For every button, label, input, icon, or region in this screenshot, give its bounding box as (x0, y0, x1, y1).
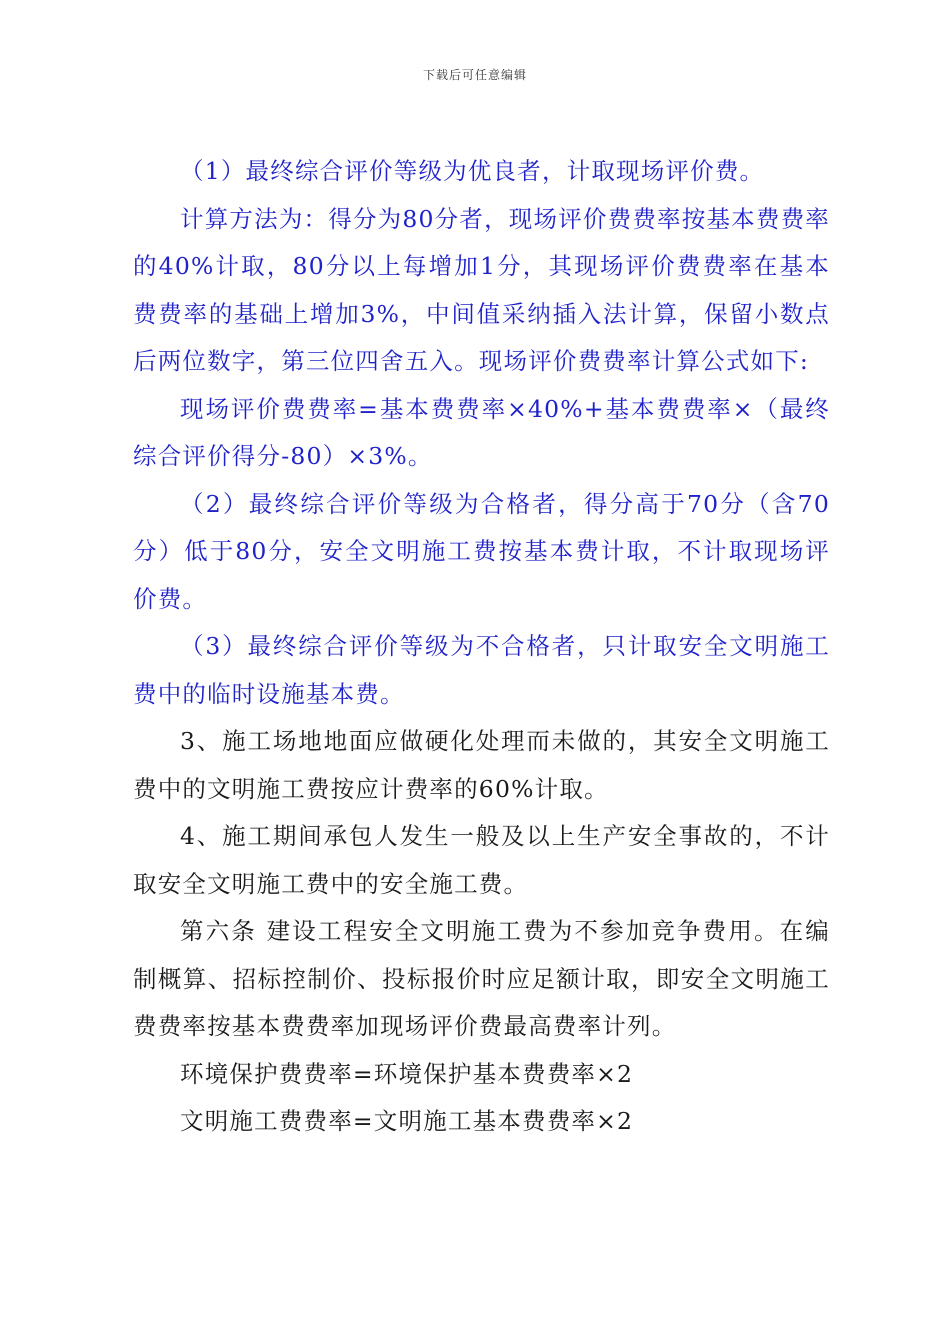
paragraph-10: 文明施工费费率=文明施工基本费费率×2 (180, 1107, 634, 1135)
paragraph-6: 3、施工场地地面应做硬化处理而未做的，其安全文明施工费中的文明施工费按应计费率的60%计取。 (133, 727, 830, 803)
paragraph-4: （2）最终综合评价等级为合格者，得分高于70分（含70分）低于80分，安全文明施工费按基本费计取，不计取现场评价费。 (133, 489, 830, 613)
paragraph-5: （3）最终综合评价等级为不合格者，只计取安全文明施工费中的临时设施基本费。 (133, 632, 830, 708)
document-body (133, 148, 830, 1146)
paragraph-9: 环境保护费费率=环境保护基本费费率×2 (180, 1059, 634, 1088)
paragraph-2: 计算方法为：得分为80分者，现场评价费费率按基本费费率的40%计取，80分以上每增加1分，其现场评价费费率在基本费费率的基础上增加3%，中间值采纳插入法计算，保留小数点后两位数字，第三位四舍五入。现场评价费费率计算公式如下: (133, 204, 830, 375)
paragraph-1: （1）最终综合评价等级为优良者，计取现场评价费。 (180, 157, 765, 185)
paragraph-3: 现场评价费费率=基本费费率×40%+基本费费率×（最终综合评价得分-80）×3%。 (133, 394, 830, 470)
paragraph-8: 第六条 建设工程安全文明施工费为不参加竞争费用。在编制概算、招标控制价、投标报价时应足额计取，即安全文明施工费费率按基本费费率加现场评价费最高费率计列。 (133, 917, 830, 1040)
paragraph-7: 4、施工期间承包人发生一般及以上生产安全事故的，不计取安全文明施工费中的安全施工费。 (133, 822, 830, 898)
header-note: 下载后可任意编辑 (422, 68, 527, 82)
